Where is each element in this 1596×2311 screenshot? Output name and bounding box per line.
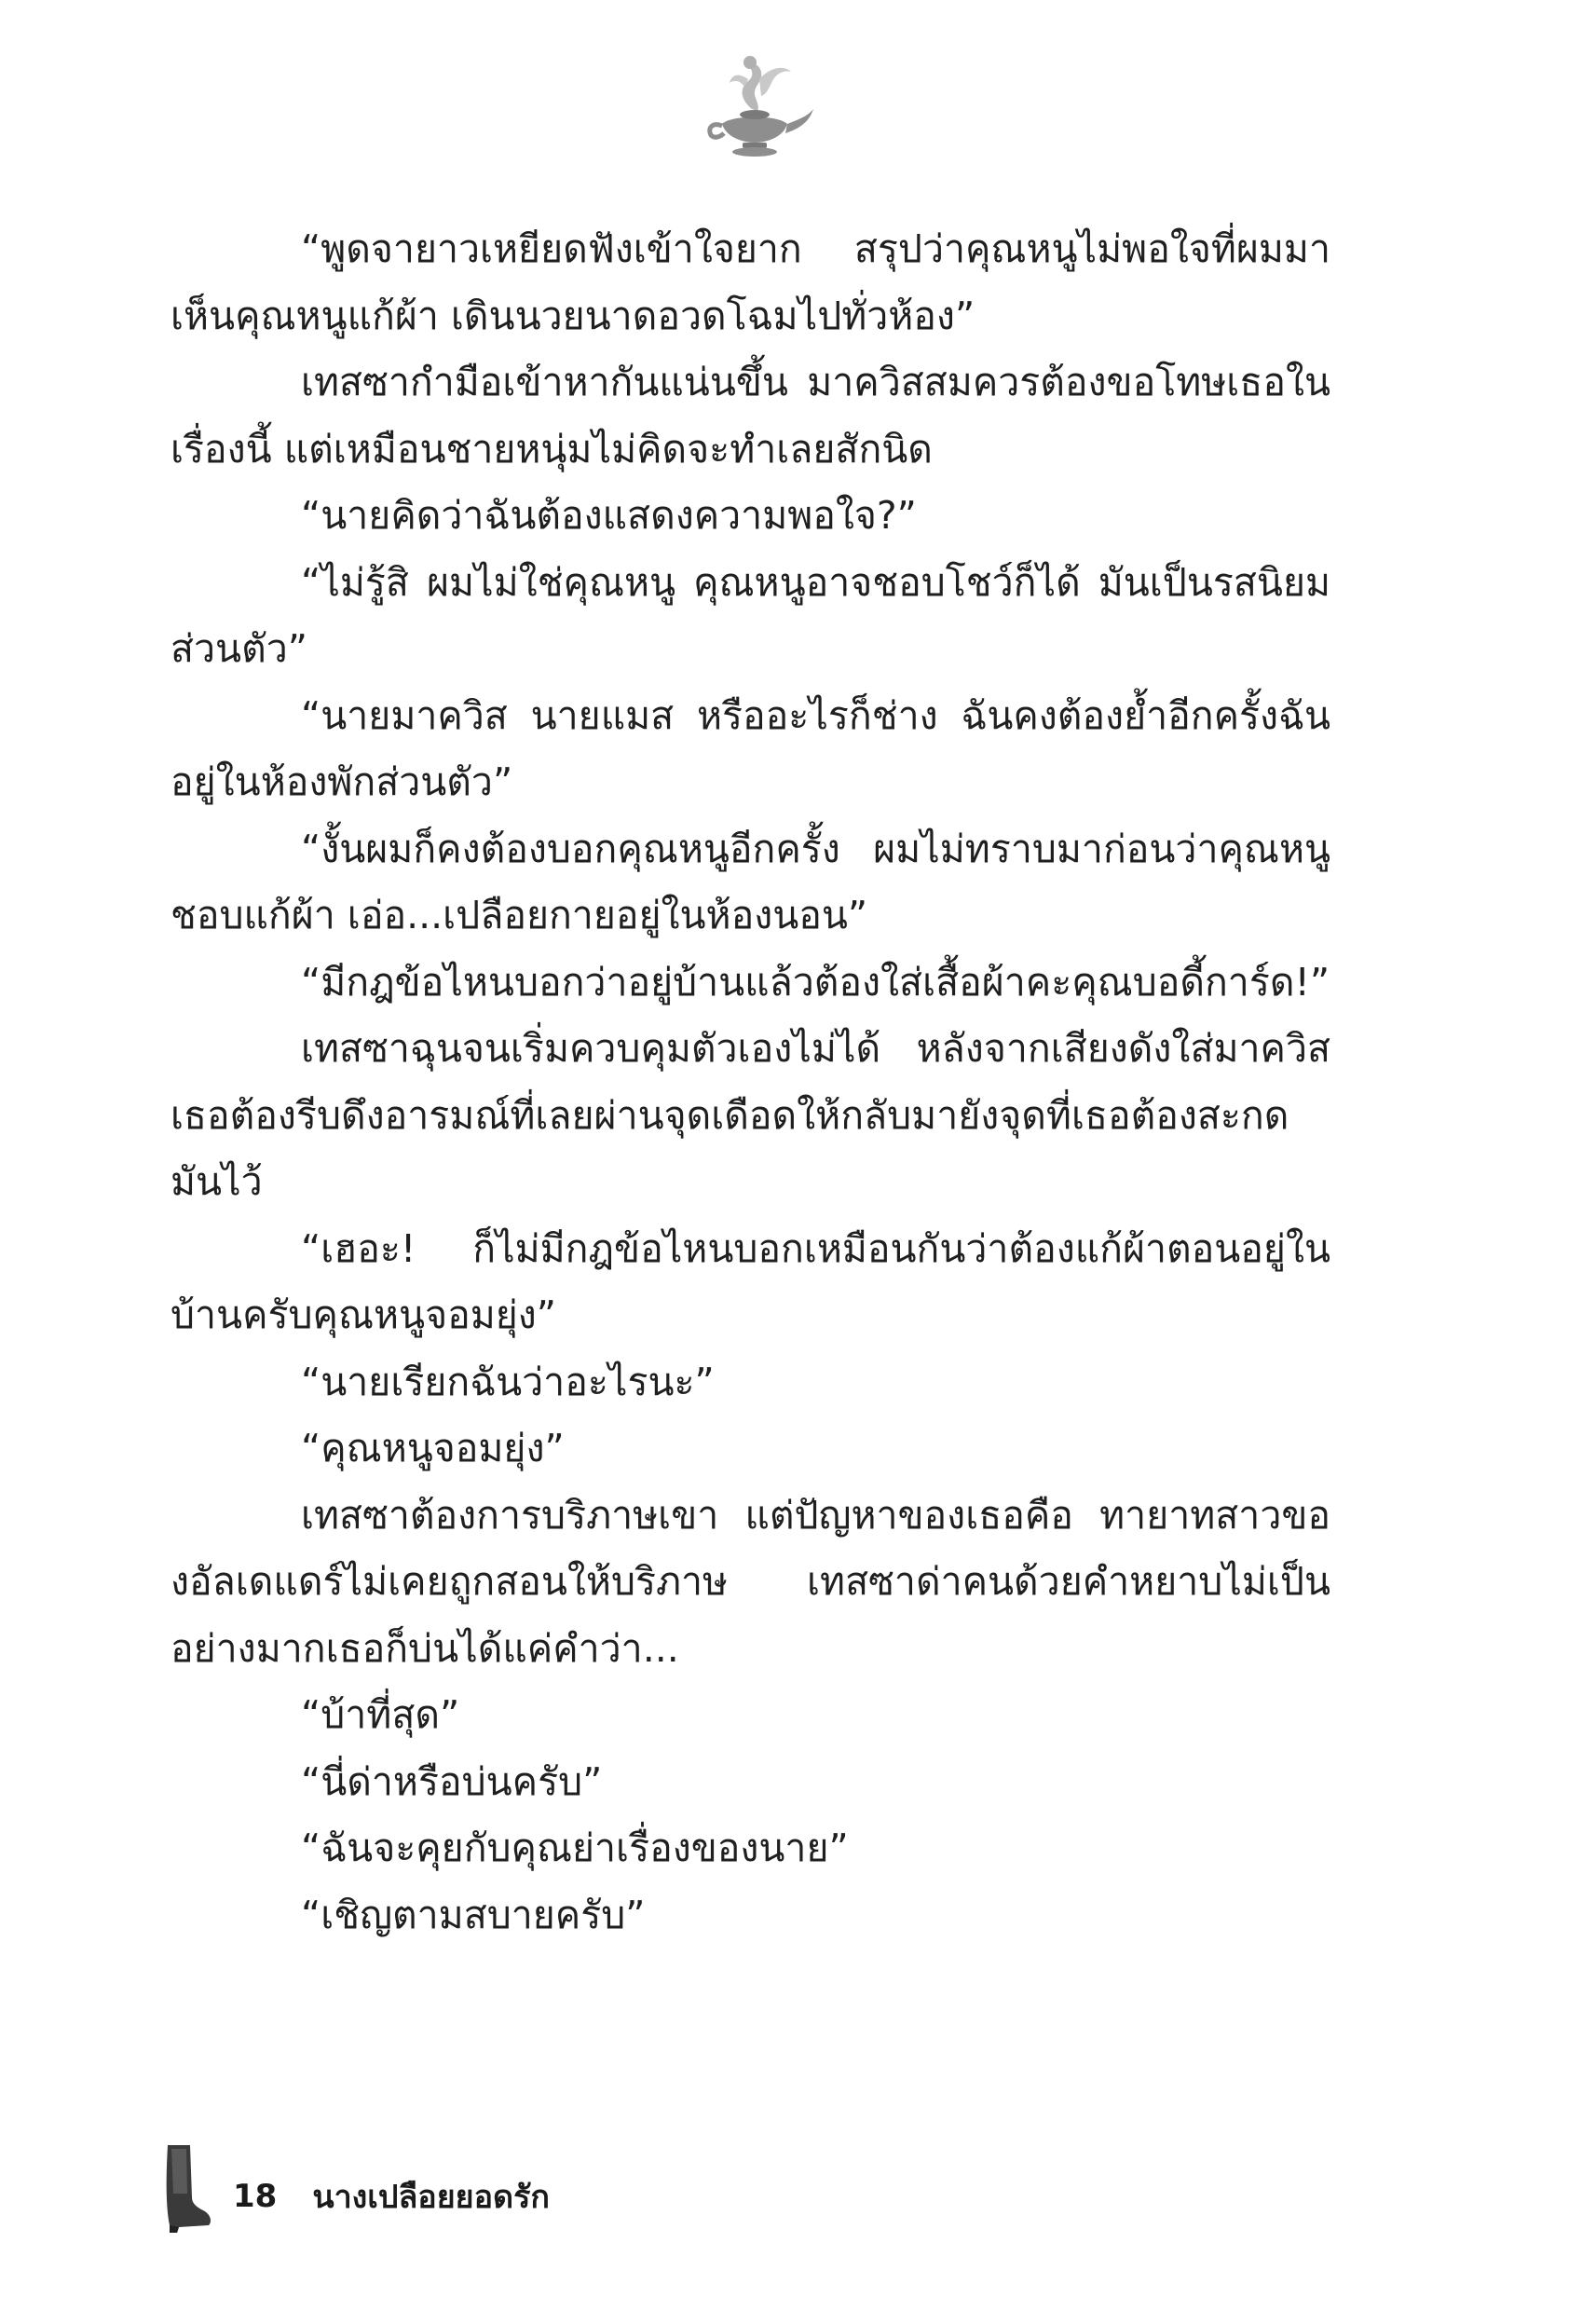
paragraph: “นายเรียกฉันว่าอะไรนะ” bbox=[301, 1359, 715, 1404]
paragraph: “เชิญตามสบายครับ” bbox=[301, 1892, 646, 1937]
paragraph: “งั้นผมก็คงต้องบอกคุณหนูอีกครั้ง ผมไม่ทราบมาก่อนว่าคุณหนูชอบแก้ผ้า เอ่อ...เปลือยกายอยู่ในห้องนอน” bbox=[171, 826, 1330, 937]
paragraph: “นี่ด่าหรือบ่นครับ” bbox=[301, 1758, 603, 1804]
genie-lamp-icon bbox=[694, 51, 815, 158]
paragraph: เทสซาต้องการบริภาษเขา แต่ปัญหาของเธอคือ ทายาทสาวของอัลเดแดร์ไม่เคยถูกสอนให้บริภาษ เทสซาด่าคนด้วยคำหยาบไม่เป็นอย่างมากเธอก็บ่นได้แค่คำว่า... bbox=[171, 1492, 1330, 1671]
boot-icon bbox=[158, 2141, 214, 2235]
paragraph: “บ้าที่สุด” bbox=[301, 1692, 460, 1737]
page-number: 18 bbox=[233, 2178, 278, 2215]
paragraph: “นายมาควิส นายแมส หรืออะไรก็ช่าง ฉันคงต้องย้ำอีกครั้งฉันอยู่ในห้องพักส่วนตัว” bbox=[171, 692, 1330, 804]
paragraph: “มีกฎข้อไหนบอกว่าอยู่บ้านแล้วต้องใส่เสื้อผ้าคะคุณบอดี้การ์ด!” bbox=[301, 959, 1330, 1005]
paragraph: เทสซาฉุนจนเริ่มควบคุมตัวเองไม่ได้ หลังจากเสียงดังใส่มาควิสเธอต้องรีบดึงอารมณ์ที่เลยผ่านจุดเดือดให้กลับมายังจุดที่เธอต้องสะกดมันไว้ bbox=[171, 1026, 1330, 1204]
book-title: นางเปลือยยอดรัก bbox=[312, 2179, 550, 2216]
paragraph: “นายคิดว่าฉันต้องแสดงความพอใจ?” bbox=[301, 493, 917, 538]
paragraph: “คุณหนูจอมยุ่ง” bbox=[301, 1426, 565, 1470]
page-footer bbox=[158, 2141, 550, 2235]
chapter-body-text bbox=[171, 216, 1330, 1949]
paragraph: “พูดจายาวเหยียดฟังเข้าใจยาก สรุปว่าคุณหนูไม่พอใจที่ผมมาเห็นคุณหนูแก้ผ้า เดินนวยนาดอวดโฉมไปทั่วห้อง” bbox=[171, 226, 1330, 338]
paragraph: “เฮอะ! ก็ไม่มีกฎข้อไหนบอกเหมือนกันว่าต้องแก้ผ้าตอนอยู่ในบ้านครับคุณหนูจอมยุ่ง” bbox=[171, 1225, 1330, 1337]
paragraph: เทสซากำมือเข้าหากันแน่นขึ้น มาควิสสมควรต้องขอโทษเธอในเรื่องนี้ แต่เหมือนชายหนุ่มไม่คิดจะทำเลยสักนิด bbox=[171, 360, 1330, 472]
paragraph: “ฉันจะคุยกับคุณย่าเรื่องของนาย” bbox=[301, 1826, 849, 1870]
paragraph: “ไม่รู้สิ ผมไม่ใช่คุณหนู คุณหนูอาจชอบโชว์ก็ได้ มันเป็นรสนิยมส่วนตัว” bbox=[171, 559, 1330, 671]
